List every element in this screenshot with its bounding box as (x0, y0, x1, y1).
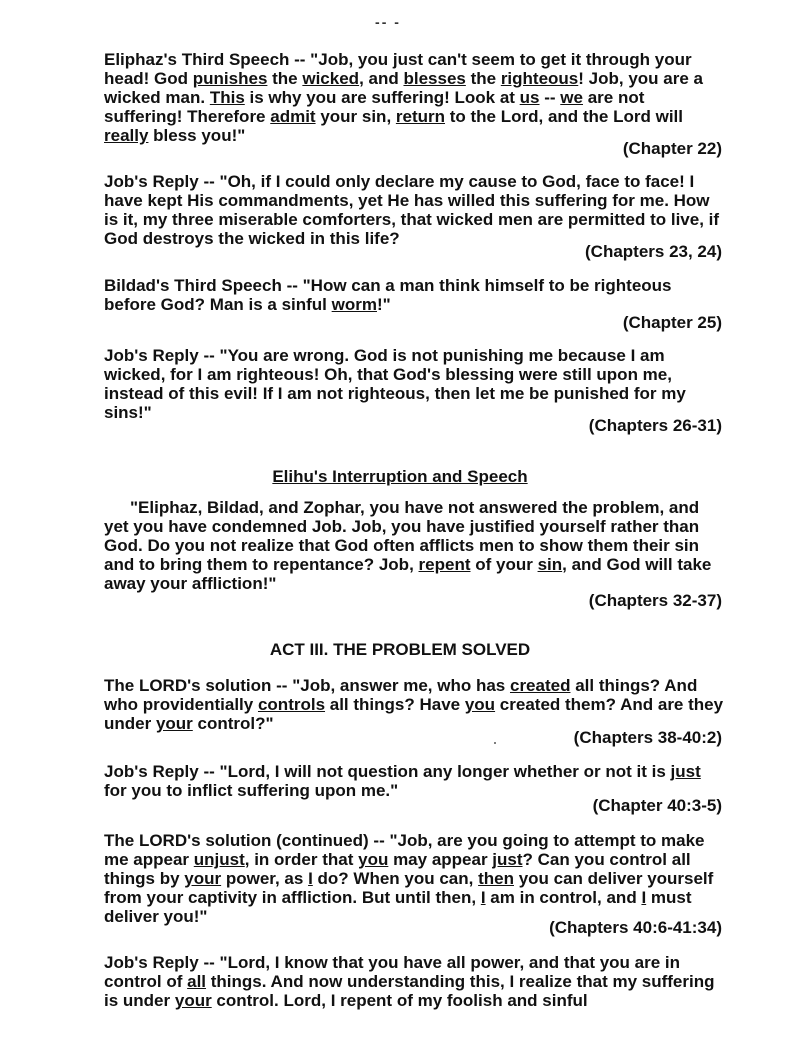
job-reply-4: Job's Reply -- "Lord, I know that you have all power, and that you are in control of all things. And now understanding this, I realize that my suffering is under your control. Lord, I repent of my foolish and sinful (104, 953, 715, 1010)
act-heading: ACT III. THE PROBLEM SOLVED (269, 640, 531, 659)
chapter-reference: (Chapters 40:6-41:34) (549, 918, 722, 937)
chapter-reference: (Chapters 26-31) (588, 416, 722, 435)
speck-mark (494, 742, 496, 744)
chapter-reference: (Chapter 25) (622, 313, 722, 332)
section-heading: Elihu's Interruption and Speech (272, 467, 528, 486)
chapter-reference: (Chapter 40:3-5) (592, 796, 722, 815)
chapter-reference: (Chapters 38-40:2) (573, 728, 722, 747)
lord-solution-continued: The LORD's solution (continued) -- "Job, are you going to attempt to make me appear unjust, in order that you may appear just? Can you control all things by your power, as I do? When you can, then you can deliver yourself from your captivity in affliction. But until then, I am in control, and I must deliver you!" (104, 831, 714, 926)
chapter-reference: (Chapters 32-37) (588, 591, 722, 610)
eliphaz-third-speech: Eliphaz's Third Speech -- "Job, you just can't seem to get it through your head! God punishes the wicked, and blesses the righteous! Job, you are a wicked man. This is why you are suffering! Look at us -- we are not suffering! Therefore admit your sin, return to the Lord, and the Lord will really bless you!" (104, 50, 703, 145)
page-number: -- - (375, 14, 401, 30)
job-reply-2: Job's Reply -- "You are wrong. God is not punishing me because I am wicked, for I am righteous! Oh, that God's blessing were still upon me, instead of this evil! If I am not righteous, then let me be punished for my sins!" (104, 346, 686, 422)
lord-solution: The LORD's solution -- "Job, answer me, who has created all things? And who providentially controls all things? Have you created them? And are they under your control?" (104, 676, 724, 733)
chapter-reference: (Chapters 23, 24) (585, 242, 722, 261)
job-reply-1: Job's Reply -- "Oh, if I could only declare my cause to God, face to face! I have kept His commandments, yet He has willed this suffering for me. How is it, my three miserable comforters, that wicked men are permitted to live, if God destroys the wicked in this life? (104, 172, 720, 248)
job-reply-3: Job's Reply -- "Lord, I will not question any longer whether or not it is just for you to inflict suffering upon me." (104, 762, 701, 800)
chapter-reference: (Chapter 22) (622, 139, 722, 158)
bildad-third-speech: Bildad's Third Speech -- "How can a man think himself to be righteous before God? Man is a sinful worm!" (104, 276, 672, 314)
elihu-speech: "Eliphaz, Bildad, and Zophar, you have not answered the problem, and yet you have condemned Job. Job, you have justified yourself rather than God. Do you not realize that God often afflicts men to show them their sin and to bring them to repentance? Job, repent of your sin, and God will take away your affliction!" (104, 498, 712, 593)
